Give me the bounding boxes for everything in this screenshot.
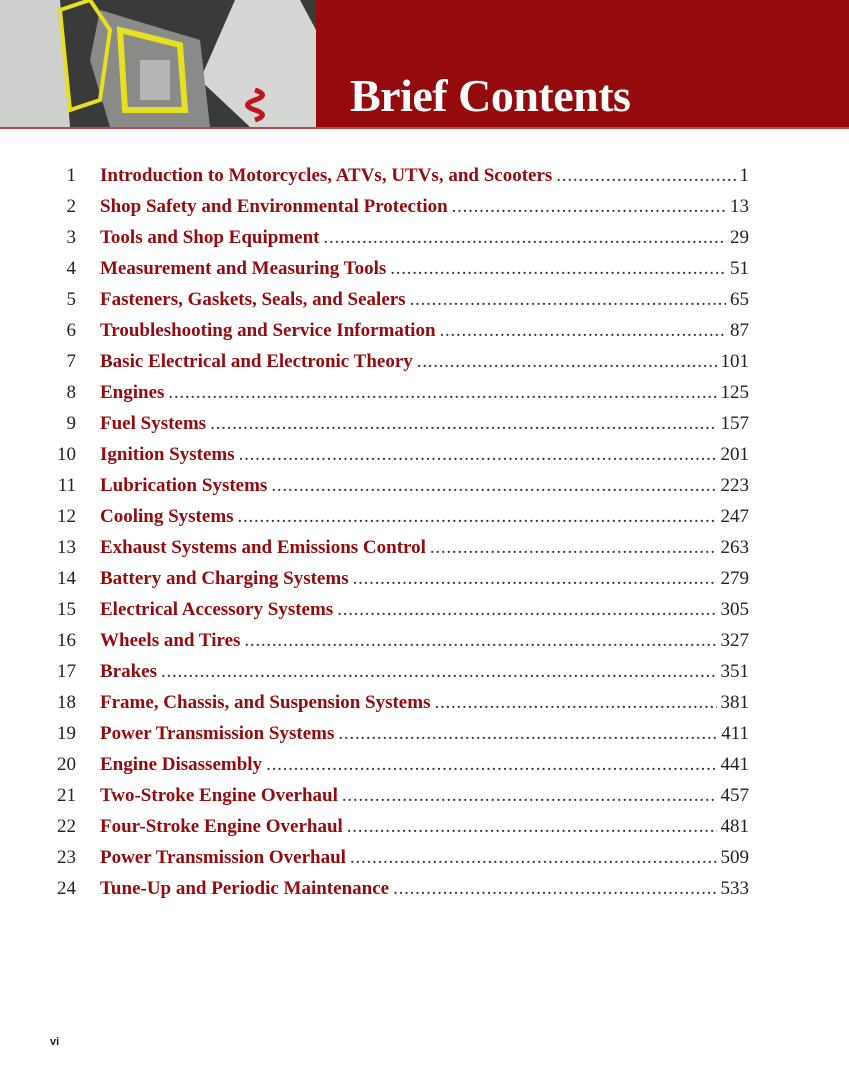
dot-leader (393, 874, 716, 903)
page-number: 533 (720, 878, 749, 899)
toc-entry-line (100, 626, 749, 655)
toc-entry[interactable] (0, 192, 849, 223)
chapter-title-link[interactable]: Electrical Accessory Systems (100, 599, 334, 620)
toc-entry[interactable] (0, 874, 849, 905)
dot-leader (168, 378, 716, 407)
toc-entry[interactable] (0, 533, 849, 564)
chapter-number: 19 (57, 723, 76, 744)
toc-entry[interactable] (0, 657, 849, 688)
toc-entry-line (100, 874, 749, 903)
chapter-number: 10 (57, 444, 76, 465)
toc-entry[interactable] (0, 843, 849, 874)
toc-entry-line (100, 657, 749, 686)
chapter-number: 21 (57, 785, 76, 806)
chapter-title-link[interactable]: Basic Electrical and Electronic Theory (100, 351, 413, 372)
toc-entry-line (100, 285, 749, 314)
chapter-title-link[interactable]: Wheels and Tires (100, 630, 241, 651)
page-number: 1 (739, 165, 749, 186)
toc-entry-line (100, 223, 749, 252)
page-number: 327 (720, 630, 749, 651)
chapter-number: 8 (66, 382, 76, 403)
toc-entry-line (100, 409, 749, 438)
chapter-title-link[interactable]: Lubrication Systems (100, 475, 268, 496)
toc-entry[interactable] (0, 750, 849, 781)
chapter-number: 16 (57, 630, 76, 651)
toc-entry[interactable] (0, 285, 849, 316)
page-number: 87 (730, 320, 749, 341)
chapter-title-link[interactable]: Frame, Chassis, and Suspension Systems (100, 692, 431, 713)
chapter-title-link[interactable]: Fasteners, Gaskets, Seals, and Sealers (100, 289, 406, 310)
toc-entry[interactable] (0, 502, 849, 533)
chapter-title-link[interactable]: Power Transmission Overhaul (100, 847, 346, 868)
page-number: 125 (720, 382, 749, 403)
chapter-title-link[interactable]: Introduction to Motorcycles, ATVs, UTVs, and Scooters (100, 165, 553, 186)
page-number: 29 (730, 227, 749, 248)
chapter-number: 24 (57, 878, 76, 899)
page-number: 223 (720, 475, 749, 496)
toc-entry-line (100, 378, 749, 407)
toc-entry[interactable] (0, 719, 849, 750)
chapter-title-link[interactable]: Ignition Systems (100, 444, 235, 465)
dot-leader (350, 843, 717, 872)
dot-leader (390, 254, 726, 283)
dot-leader (440, 316, 726, 345)
chapter-number: 11 (57, 475, 76, 496)
chapter-number: 15 (57, 599, 76, 620)
chapter-number: 13 (57, 537, 76, 558)
dot-leader (417, 347, 717, 376)
page-number: 441 (720, 754, 749, 775)
page-number: 51 (730, 258, 749, 279)
chapter-number: 20 (57, 754, 76, 775)
dot-leader (410, 285, 726, 314)
dot-leader (434, 688, 716, 717)
engine-cutaway-photo (0, 0, 316, 127)
dot-leader (556, 161, 735, 190)
toc-entry[interactable] (0, 161, 849, 192)
dot-leader (353, 564, 717, 593)
chapter-number: 7 (66, 351, 76, 372)
dot-leader (430, 533, 717, 562)
dot-leader (452, 192, 726, 221)
page-number: 351 (720, 661, 749, 682)
toc-entry-line (100, 812, 749, 841)
toc-entry[interactable] (0, 626, 849, 657)
page-number: 247 (720, 506, 749, 527)
toc-entry-line (100, 719, 749, 748)
chapter-title-link[interactable]: Exhaust Systems and Emissions Control (100, 537, 426, 558)
toc-entry[interactable] (0, 471, 849, 502)
chapter-title-link[interactable]: Tune-Up and Periodic Maintenance (100, 878, 390, 899)
toc-entry[interactable] (0, 812, 849, 843)
chapter-number: 1 (66, 165, 76, 186)
chapter-number: 23 (57, 847, 76, 868)
chapter-title-link[interactable]: Measurement and Measuring Tools (100, 258, 387, 279)
chapter-number: 18 (57, 692, 76, 713)
chapter-number: 9 (66, 413, 76, 434)
page-number: 457 (720, 785, 749, 806)
toc-entry-line (100, 192, 749, 221)
toc-entry[interactable] (0, 223, 849, 254)
page-number: 201 (720, 444, 749, 465)
toc-entry-line (100, 471, 749, 500)
chapter-title-link[interactable]: Engines (100, 382, 165, 403)
dot-leader (347, 812, 717, 841)
toc-entry[interactable] (0, 409, 849, 440)
page-number: 509 (720, 847, 749, 868)
page-number: 381 (720, 692, 749, 713)
chapter-number: 17 (57, 661, 76, 682)
chapter-title-link[interactable]: Troubleshooting and Service Information (100, 320, 436, 341)
page-number: 305 (720, 599, 749, 620)
table-of-contents (0, 161, 849, 905)
page-number: 279 (720, 568, 749, 589)
chapter-number: 2 (66, 196, 76, 217)
toc-entry-line (100, 502, 749, 531)
chapter-title-link[interactable]: Tools and Shop Equipment (100, 227, 320, 248)
dot-leader (210, 409, 716, 438)
toc-entry[interactable] (0, 688, 849, 719)
toc-entry-line (100, 688, 749, 717)
toc-entry[interactable] (0, 564, 849, 595)
toc-entry-line (100, 595, 749, 624)
chapter-number: 3 (66, 227, 76, 248)
page-folio: vi (50, 1036, 60, 1048)
chapter-number: 14 (57, 568, 76, 589)
page-number: 157 (720, 413, 749, 434)
dot-leader (324, 223, 727, 252)
toc-entry-line (100, 533, 749, 562)
chapter-title-link[interactable]: Fuel Systems (100, 413, 207, 434)
chapter-number: 22 (57, 816, 76, 837)
toc-entry[interactable] (0, 254, 849, 285)
chapter-title-link[interactable]: Battery and Charging Systems (100, 568, 349, 589)
toc-entry[interactable] (0, 595, 849, 626)
dot-leader (238, 502, 717, 531)
dot-leader (338, 719, 717, 748)
toc-entry-line (100, 750, 749, 779)
toc-entry[interactable] (0, 347, 849, 378)
dot-leader (266, 750, 716, 779)
toc-entry-line (100, 564, 749, 593)
chapter-title-link[interactable]: Brakes (100, 661, 157, 682)
dot-leader (337, 595, 716, 624)
toc-entry[interactable] (0, 440, 849, 471)
chapter-number: 4 (66, 258, 76, 279)
chapter-number: 5 (66, 289, 76, 310)
chapter-title-link[interactable]: Power Transmission Systems (100, 723, 335, 744)
toc-entry-line (100, 316, 749, 345)
dot-leader (239, 440, 717, 469)
chapter-title-link[interactable]: Four-Stroke Engine Overhaul (100, 816, 343, 837)
dot-leader (161, 657, 717, 686)
page-number: 101 (720, 351, 749, 372)
page-number: 411 (721, 723, 749, 744)
chapter-title-link[interactable]: Shop Safety and Environmental Protection (100, 196, 448, 217)
chapter-number: 6 (66, 320, 76, 341)
toc-entry[interactable] (0, 781, 849, 812)
dot-leader (244, 626, 716, 655)
header-rule (0, 127, 849, 129)
toc-entry-line (100, 161, 749, 190)
dot-leader (271, 471, 716, 500)
toc-entry-line (100, 440, 749, 469)
toc-entry-line (100, 254, 749, 283)
chapter-title-link[interactable]: Cooling Systems (100, 506, 234, 527)
page-number: 65 (730, 289, 749, 310)
chapter-title-link[interactable]: Engine Disassembly (100, 754, 263, 775)
toc-entry[interactable] (0, 316, 849, 347)
chapter-number: 12 (57, 506, 76, 527)
toc-entry-line (100, 843, 749, 872)
chapter-title-link[interactable]: Two-Stroke Engine Overhaul (100, 785, 338, 806)
page-number: 13 (730, 196, 749, 217)
toc-entry-line (100, 781, 749, 810)
page-number: 263 (720, 537, 749, 558)
page-number: 481 (720, 816, 749, 837)
page-title: Brief Contents (350, 70, 631, 121)
toc-entry-line (100, 347, 749, 376)
dot-leader (342, 781, 717, 810)
toc-entry[interactable] (0, 378, 849, 409)
